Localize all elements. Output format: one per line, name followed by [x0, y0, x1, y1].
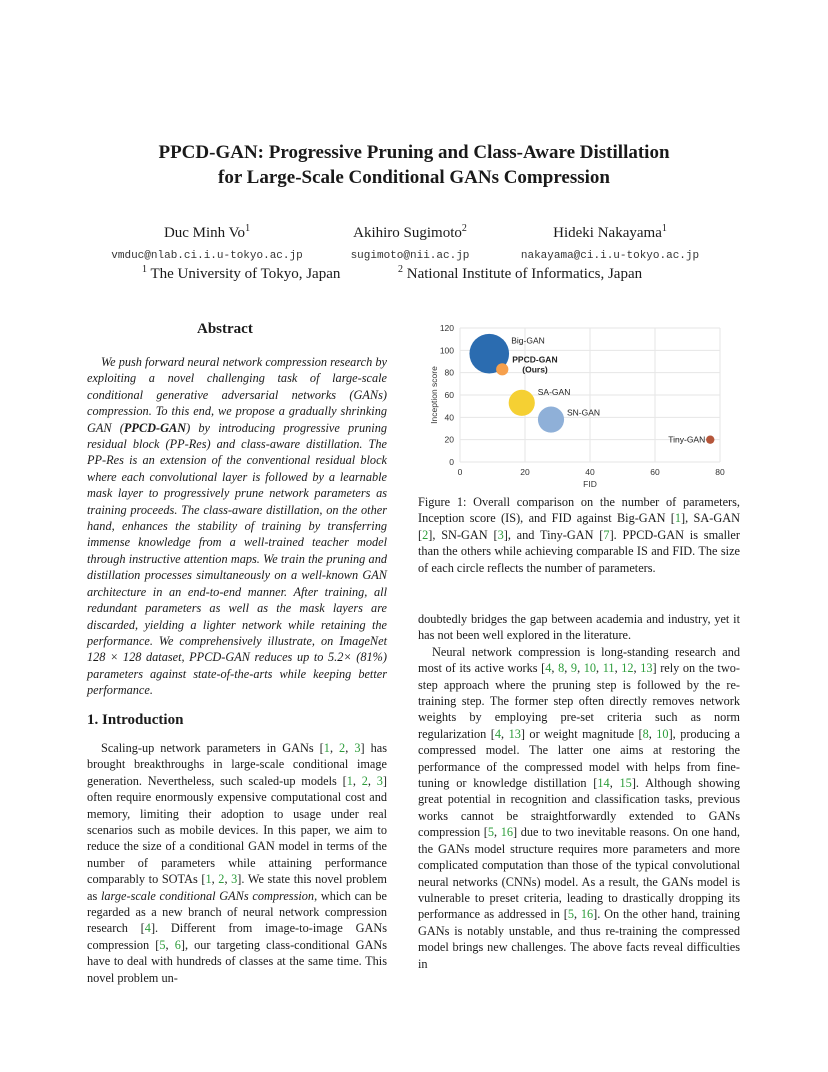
citation-link[interactable]: 1	[323, 741, 330, 755]
y-axis-label: Inception score	[429, 366, 439, 424]
citation-link[interactable]: 4	[545, 661, 552, 676]
body-text: ], producing a compressed model. The latter one aims at restoring the performance of the compressed model with helps from fine-tuning or knowledge distillation [	[418, 726, 740, 791]
citation-link[interactable]: 3	[497, 527, 504, 542]
right-column-body: doubtedly bridges the gap between academia and industry, yet it has not been well explored in the literature. Neural network compression is long-standing research and most of its active works [4, 8, 9, 10, 11, 12, 13] rely on the two-step approach where the pruning step is followed by the re-training step. The former step often directly removes network weights by employing pre-set criteria such as norm regularization [4, 13] or weight magnitude [8, 10], producing a compressed model. The latter one aims at restoring the performance of the compressed model with helps from fine-tuning or knowledge distillation [14, 15]. Although showing great potential in recognition and classification tasks, previous works cannot be straightforwardly extended to GANs compression [5, 16] due to two inevitable reasons. On one hand, the GANs model structure requires more parameters and more complicated computation than those of the typical convolutional neural networks (CNNs) model. As a result, the GANs model is vulnerable to preset criteria, leading to drastically dropping its performance as addressed in [5, 16]. On the other hand, training GANs is notably unstable, and thus re-training the compressed model brings new challenges. The above facts reveal difficulties in	[418, 612, 741, 971]
citation-link[interactable]: 16	[580, 907, 594, 922]
affil-text: National Institute of Informatics, Japan	[406, 266, 643, 282]
citation-link[interactable]: 5	[567, 907, 574, 922]
body-text: ] or weight magnitude [	[520, 726, 643, 741]
citation-link[interactable]: 1	[346, 773, 353, 788]
abstract-text: We push forward neural network compression research by exploiting a novel challenging task of large-scale conditional generative adversarial networks (GANs) compression. To this end, we propose a gradually shrinking GAN (	[87, 355, 387, 435]
affiliation-2	[398, 264, 642, 283]
author-email[interactable]: sugimoto@nii.ac.jp	[350, 250, 470, 262]
citation-link[interactable]: 14	[597, 776, 610, 791]
citation-link[interactable]: 5	[159, 937, 166, 952]
citation-link[interactable]: 13	[640, 661, 653, 676]
body-text: ]. Different from image-to-image GANs compression [	[87, 921, 388, 952]
citation-link[interactable]: 4	[494, 726, 502, 741]
y-tick-label: 40	[444, 412, 454, 423]
y-tick-label: 80	[444, 367, 454, 378]
figure-1-caption	[418, 494, 740, 576]
comparison-chart	[420, 322, 730, 490]
caption-text: ]. PPCD-GAN is smaller than the others while achieving comparable IS and FID. The size of each circle reflects the number of parameters.	[418, 527, 740, 575]
body-text: ] rely on the two-step approach where the pruning step is followed by the re-training step. The former step often directly removes network weights by employing pre-set criteria such as norm regularization [	[418, 661, 740, 741]
x-tick-label: 40	[585, 467, 595, 477]
author-3	[490, 220, 730, 264]
data-bubble	[538, 406, 564, 432]
x-tick-label: 20	[520, 467, 530, 477]
citation-link[interactable]: 1	[205, 872, 212, 887]
citation-link[interactable]: 3	[376, 773, 383, 788]
author-name: Akihiro Sugimoto	[353, 225, 462, 241]
data-bubble	[706, 435, 714, 443]
emphasized-text: large-scale conditional GANs compression	[100, 888, 315, 903]
body-text: ] due to two inevitable reasons. On one hand, the GANs model structure requires more parameters and more complicated computation than those of the typical convolutional neural networks (CNNs) model. As a result, the GANs model is vulnerable to preset criteria, leading to drastically dropping its performance as addressed in [	[418, 825, 741, 922]
citation-link[interactable]: 6	[174, 937, 181, 952]
body-text: Scaling-up network parameters in GANs [	[101, 741, 324, 755]
citation-link[interactable]: 16	[500, 825, 514, 840]
citation-link[interactable]: 2	[361, 773, 368, 788]
citation-link[interactable]: 5	[487, 825, 495, 840]
body-text: ], our targeting class-conditional GANs have to deal with hundreds of classes at the same time. This novel problem un-	[87, 937, 388, 985]
data-label: Tiny-GAN	[668, 434, 706, 445]
citation-link[interactable]: 4	[144, 921, 151, 936]
citation-link[interactable]: 11	[602, 661, 615, 676]
x-tick-label: 60	[650, 467, 660, 477]
body-text: ]. Although showing great potential in recognition and classification tasks, previous works cannot be straightforwardly extended to GANs compression [	[418, 776, 740, 840]
affil-text: The University of Tokyo, Japan	[150, 266, 341, 282]
abstract-text: ) by introducing progressive pruning residual block (PP-Res) and class-aware distillation. The PP-Res is an extension of the conventional residual block where each convolutional layer is followed by a learnable mask layer to progressively prune network parameters as training proceeds. The class-aware distillation, on the other hand, enhances the stability of training by transferring immense knowledge from a well-trained teacher model through instructive attention maps. We train the pruning and distillation processes simultaneously on a well-known GAN architecture in an end-to-end manner. After training, all redundant parameters as well as the mask layers are discarded, yielding a lighter network while retaining the performance. We comprehensively illustrate, on ImageNet 128 × 128 dataset, PPCD-GAN reduces up to 5.2× (81%) parameters against state-of-the-arts while keeping better performance.	[87, 420, 388, 698]
body-text: ] often require enormously expensive computational cost and memory, limiting their adoption to usage under real scenarios such as mobile devices. In this paper, we aim to reduce the size of a conditional GAN model in terms of the number of parameters while attaining performance comparably to SOTAs [	[87, 773, 387, 887]
body-text: , which can be regarded as a new branch of neural network compression research [	[87, 888, 387, 936]
affil-sup: 1	[142, 264, 147, 275]
citation-link[interactable]: 15	[619, 776, 632, 791]
body-text: ]. We state this novel problem as	[87, 872, 387, 903]
x-axis-label: FID	[583, 479, 597, 489]
title-line-1: PPCD-GAN: Progressive Pruning and Class-Aware Distillation	[158, 142, 670, 163]
citation-link[interactable]: 1	[674, 511, 682, 526]
title-line-2: for Large-Scale Conditional GANs Compression	[218, 167, 610, 188]
affiliation-1	[142, 264, 340, 283]
data-label: Big-GAN	[511, 335, 545, 346]
caption-text: ], SA-GAN [	[418, 511, 740, 542]
data-label: SA-GAN	[537, 386, 571, 397]
author-affil-sup: 1	[245, 223, 251, 234]
citation-link[interactable]: 12	[621, 661, 634, 676]
y-tick-label: 60	[444, 390, 454, 400]
citation-link[interactable]: 10	[583, 661, 597, 676]
data-label: PPCD-GAN	[512, 354, 558, 365]
y-tick-label: 120	[439, 323, 454, 333]
citation-link[interactable]: 13	[508, 726, 521, 741]
data-bubble	[496, 363, 508, 375]
data-label: SN-GAN	[567, 407, 601, 418]
citation-link[interactable]: 2	[339, 741, 346, 755]
citation-link[interactable]: 10	[656, 726, 669, 741]
citation-link[interactable]: 7	[603, 527, 610, 542]
citation-link[interactable]: 9	[570, 661, 578, 676]
citation-link[interactable]: 3	[231, 872, 238, 887]
caption-text: ], SN-GAN [	[428, 527, 498, 542]
author-email[interactable]: nakayama@ci.i.u-tokyo.ac.jp	[520, 250, 700, 262]
abstract-heading: Abstract	[197, 321, 253, 337]
body-text: ]. On the other hand, training GANs is notably unstable, and thus re-training the compressed model brings new challenges. The above facts reveal difficulties in	[418, 907, 740, 971]
citation-link[interactable]: 2	[218, 872, 225, 887]
x-tick-label: 80	[715, 467, 725, 477]
author-name: Hideki Nakayama	[553, 225, 662, 241]
author-name: Duc Minh Vo	[163, 225, 246, 241]
y-tick-label: 100	[439, 345, 454, 356]
author-affil-sup: 2	[461, 223, 467, 234]
data-bubble	[509, 390, 535, 416]
body-paragraph: doubtedly bridges the gap between academia and industry, yet it has not been well explored in the literature.	[418, 612, 740, 643]
citation-link[interactable]: 8	[558, 661, 565, 676]
citation-link[interactable]: 3	[354, 741, 361, 755]
introduction-heading: 1. Introduction	[87, 712, 184, 728]
body-text: Neural network compression is long-standing research and most of its active works [	[418, 644, 740, 676]
author-email[interactable]: vmduc@nlab.ci.i.u-tokyo.ac.jp	[111, 250, 303, 262]
caption-text: ], and Tiny-GAN [	[503, 527, 604, 542]
affil-sup: 2	[398, 264, 403, 275]
citation-link[interactable]: 8	[642, 726, 649, 741]
paper-title	[0, 140, 828, 190]
x-tick-label: 0	[457, 467, 463, 477]
y-tick-label: 0	[449, 457, 454, 467]
abstract-body	[87, 354, 387, 699]
y-tick-label: 20	[444, 434, 454, 445]
data-sublabel: (Ours)	[522, 364, 548, 375]
caption-text: Figure 1: Overall comparison on the number of parameters, Inception score (IS), and FID against Big-GAN [	[418, 495, 740, 526]
introduction-body: Scaling-up network parameters in GANs [1, 2, 3] has brought breakthroughs in large-scale conditional image generation. Nevertheless, such scaled-up models [1, 2, 3] often require enormously expensive computational cost and memory, limiting their adoption to usage under real scenarios such as mobile devices. In this paper, we aim to reduce the size of a conditional GAN model in terms of the number of parameters while attaining performance comparably to SOTAs [1, 2, 3]. We state this novel problem as large-scale conditional GANs compression, which can be regarded as a new branch of neural network compression research [4]. Different from image-to-image GANs compression [5, 6], our targeting class-conditional GANs have to deal with hundreds of classes at the same time. This novel problem un-	[87, 741, 388, 985]
citation-link[interactable]: 2	[422, 527, 429, 542]
abstract-method-name: PPCD-GAN	[123, 420, 187, 435]
body-text: ] has brought breakthroughs in large-scale conditional image generation. Nevertheless, such scaled-up models [	[87, 741, 387, 788]
author-affil-sup: 1	[661, 223, 667, 234]
